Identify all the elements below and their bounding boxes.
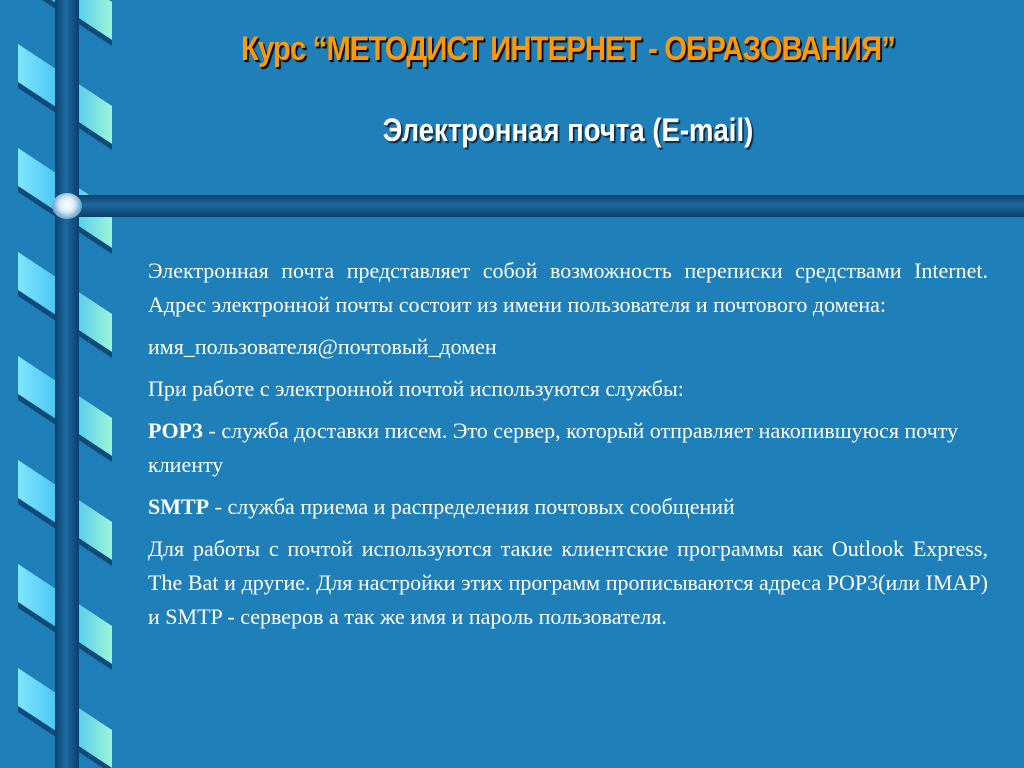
smtp-term: SMTP (148, 494, 210, 519)
pop3-term: POP3 (148, 418, 203, 443)
smtp-description: - служба приема и распределения почтовых сообщений (209, 494, 735, 519)
page-title: Курс “МЕТОДИСТ ИНТЕРНЕТ - ОБРАЗОВАНИЯ” (241, 30, 895, 68)
divider-knob (52, 193, 82, 219)
intro-paragraph: Электронная почта представляет собой возможность переписки средствами Internet. Адрес электронной почты состоит из имени пользователя и почтового домена: (148, 258, 988, 317)
services-intro: При работе с электронной почтой используются службы: (148, 376, 684, 401)
clients-paragraph: Для работы с почтой используются такие клиентские программы как Outlook Express, The Bat и другие. Для настройки этих программ прописываются адреса POP3(или IMAP) и SMTP - серверов а так же имя и пароль пользователя. (148, 536, 988, 629)
horizontal-divider (68, 195, 1024, 217)
pop3-item (148, 414, 988, 482)
slide-content (148, 254, 988, 642)
pop3-description: - служба доставки писем. Это сервер, который отправляет накопившуюся почту клиенту (148, 418, 959, 477)
address-format: имя_пользователя@почтовый_домен (148, 334, 497, 359)
smtp-item (148, 490, 988, 524)
vertical-pole (55, 0, 79, 768)
page-subtitle: Электронная почта (E-mail) (382, 112, 754, 148)
